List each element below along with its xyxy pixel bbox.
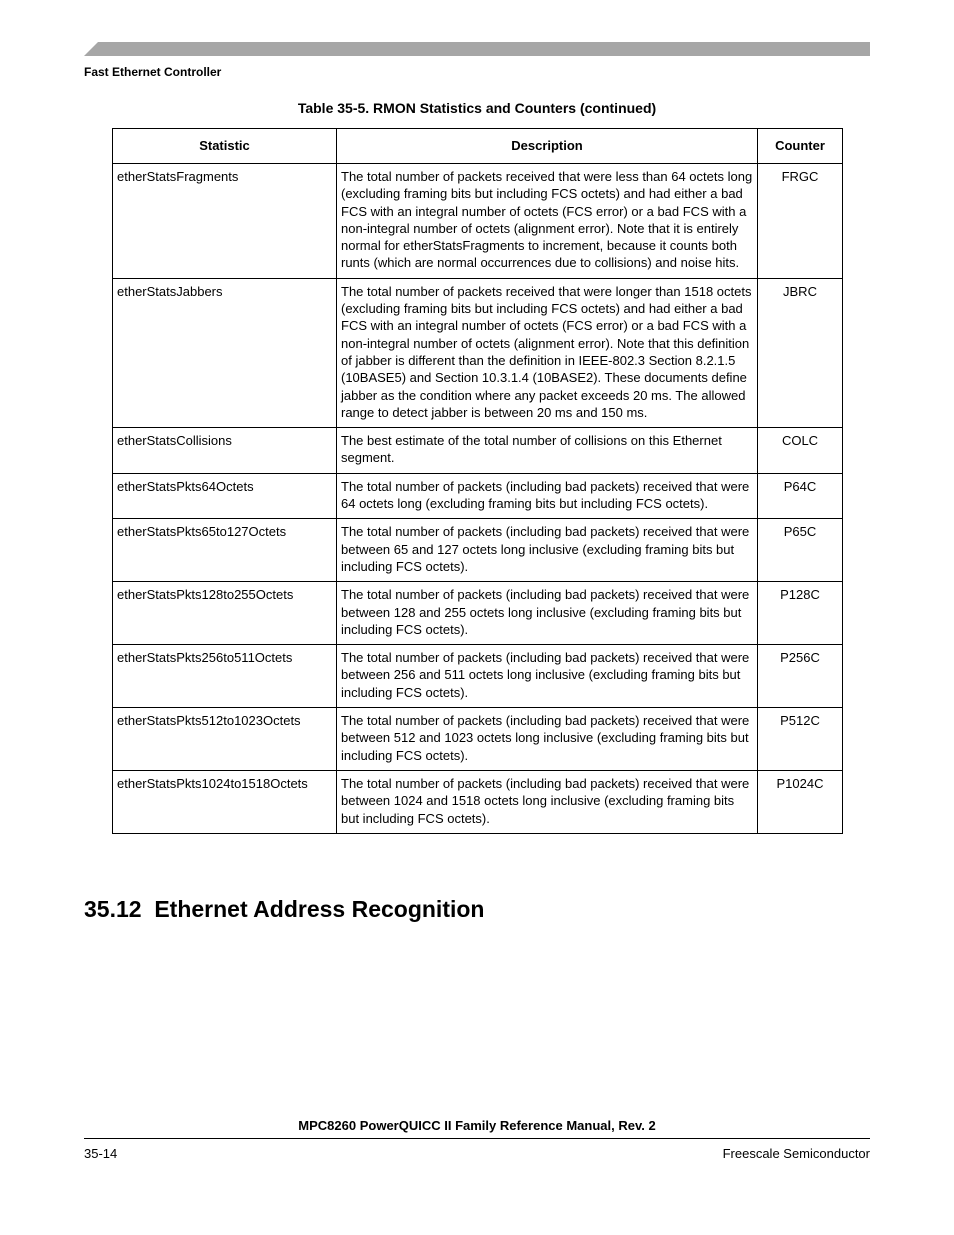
counter-cell: P64C <box>758 473 843 519</box>
counter-cell: FRGC <box>758 164 843 279</box>
statistic-cell: etherStatsPkts65to127Octets <box>113 519 337 582</box>
table-row <box>113 708 843 771</box>
table-row <box>113 473 843 519</box>
counter-cell: JBRC <box>758 278 843 427</box>
description-cell: The total number of packets (including bad packets) received that were between 1024 and 1518 octets long inclusive (excluding framing bits but including FCS octets). <box>337 770 758 833</box>
description-cell: The total number of packets (including bad packets) received that were between 65 and 127 octets long inclusive (excluding framing bits but including FCS octets). <box>337 519 758 582</box>
statistic-cell: etherStatsCollisions <box>113 428 337 474</box>
counter-cell: P512C <box>758 708 843 771</box>
statistic-cell: etherStatsPkts64Octets <box>113 473 337 519</box>
section-heading: 35.12 Ethernet Address Recognition <box>84 896 485 922</box>
counter-cell: P1024C <box>758 770 843 833</box>
page-number: 35-14 <box>84 1146 118 1161</box>
statistic-cell: etherStatsFragments <box>113 164 337 279</box>
description-cell: The best estimate of the total number of collisions on this Ethernet segment. <box>337 428 758 474</box>
description-cell: The total number of packets received that were longer than 1518 octets (excluding framing bits but including FCS octets) and had either a bad FCS with an integral number of octets (FCS error) or a bad FCS with a non-integral number of octets (alignment error). Note that this definition of jabber is different than the definition in IEEE-802.3 Section 8.2.1.5 (10BASE5) and Section 10.3.1.4 (10BASE2). These documents define jabber as the condition where any packet exceeds 20 ms. The allowed range to detect jabber is between 20 ms and 150 ms. <box>337 278 758 427</box>
description-cell: The total number of packets (including bad packets) received that were between 256 and 511 octets long inclusive (excluding framing bits but including FCS octets). <box>337 645 758 708</box>
column-header-statistic: Statistic <box>113 129 337 164</box>
table-row <box>113 428 843 474</box>
counter-cell: P65C <box>758 519 843 582</box>
statistic-cell: etherStatsPkts1024to1518Octets <box>113 770 337 833</box>
table-row <box>113 519 843 582</box>
table-row <box>113 164 843 279</box>
description-cell: The total number of packets (including bad packets) received that were between 512 and 1023 octets long inclusive (excluding framing bits but including FCS octets). <box>337 708 758 771</box>
statistic-cell: etherStatsJabbers <box>113 278 337 427</box>
counter-cell: COLC <box>758 428 843 474</box>
table-caption: Table 35-5. RMON Statistics and Counters (continued) <box>297 100 657 116</box>
statistic-cell: etherStatsPkts256to511Octets <box>113 645 337 708</box>
table-row <box>113 582 843 645</box>
header-bar-shape <box>84 42 870 56</box>
running-head: Fast Ethernet Controller <box>84 65 222 79</box>
column-header-description: Description <box>337 129 758 164</box>
statistic-cell: etherStatsPkts512to1023Octets <box>113 708 337 771</box>
table-header-row <box>113 129 843 164</box>
description-cell: The total number of packets received that were less than 64 octets long (excluding framing bits but including FCS octets) and had either a bad FCS with an integral number of octets (FCS error) or a bad FCS with a non-integral number of octets (alignment error). Note that it is entirely normal for etherStatsFragments to increment, because it counts both runts (which are normal occurrences due to collisions) and noise hits. <box>337 164 758 279</box>
header-decorative-bar <box>84 42 870 56</box>
footer-divider <box>84 1138 870 1139</box>
footer-manual-title: MPC8260 PowerQUICC II Family Reference Manual, Rev. 2 <box>298 1118 656 1133</box>
counter-cell: P128C <box>758 582 843 645</box>
publisher-name: Freescale Semiconductor <box>722 1146 870 1161</box>
table-row <box>113 770 843 833</box>
description-cell: The total number of packets (including bad packets) received that were 64 octets long (excluding framing bits but including FCS octets). <box>337 473 758 519</box>
table-row <box>113 645 843 708</box>
rmon-statistics-table <box>112 128 843 834</box>
column-header-counter: Counter <box>758 129 843 164</box>
counter-cell: P256C <box>758 645 843 708</box>
table-row <box>113 278 843 427</box>
description-cell: The total number of packets (including bad packets) received that were between 128 and 255 octets long inclusive (excluding framing bits but including FCS octets). <box>337 582 758 645</box>
statistic-cell: etherStatsPkts128to255Octets <box>113 582 337 645</box>
